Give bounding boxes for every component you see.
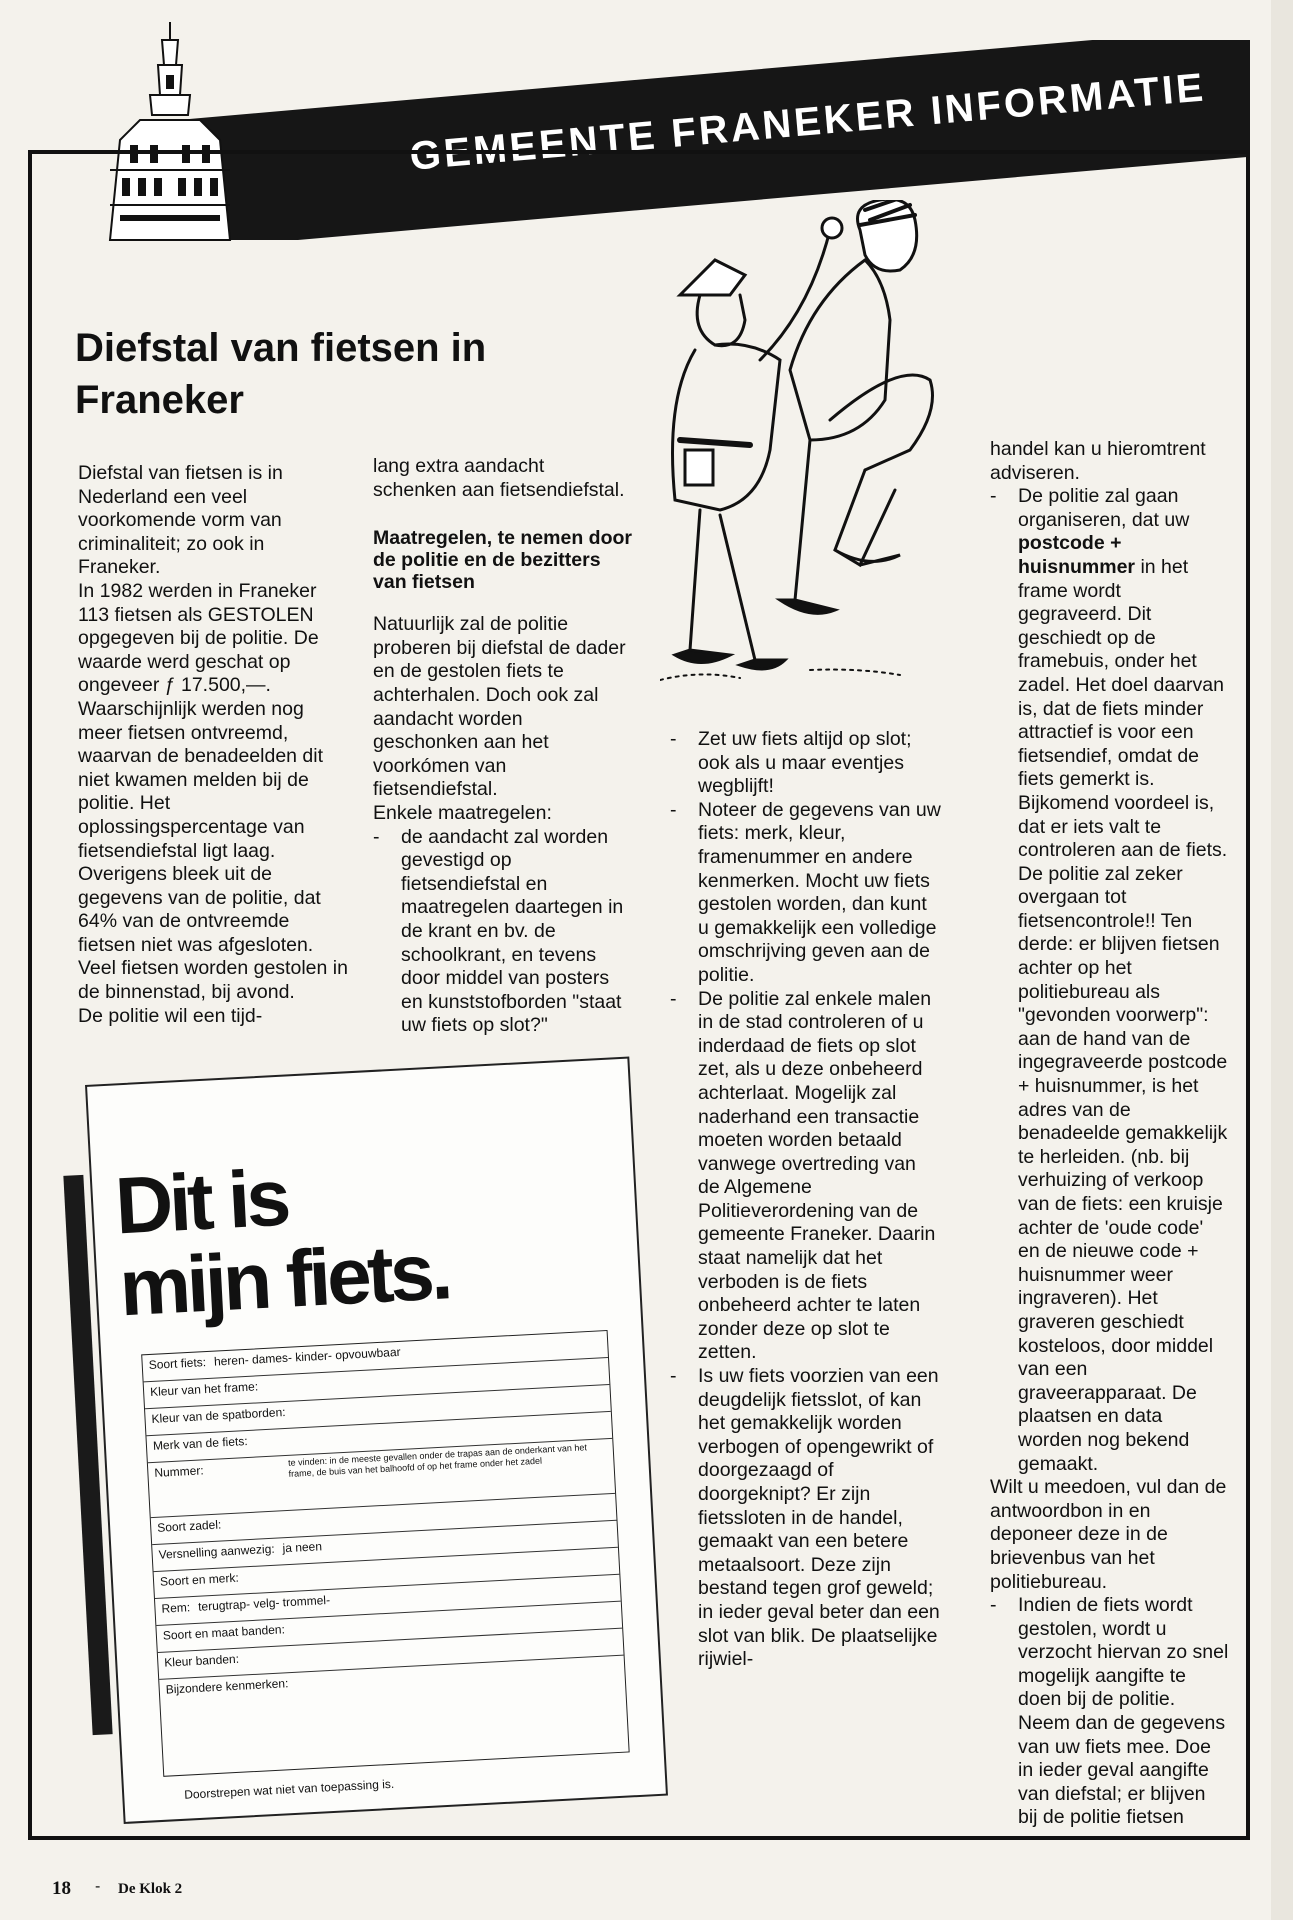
form-label: Nummer: [154, 1463, 205, 1480]
form-options: terugtrap- velg- trommel- [197, 1592, 331, 1614]
form-label: Kleur banden: [163, 1651, 240, 1670]
publication-name: De Klok 2 [118, 1881, 183, 1897]
paragraph: lang extra aandacht schenken aan fietsendiefstal. [373, 455, 625, 501]
page-edge [1271, 0, 1293, 1920]
form-label: Soort en merk: [159, 1570, 240, 1589]
form-label: Kleur van het frame: [149, 1379, 259, 1400]
number-location-note: te vinden: in de meeste gevallen onder de trapas aan de onderkant van het frame, de buis van het balhoofd of op het frame onder het zadel [287, 1442, 588, 1479]
footer-separator: - [95, 1878, 101, 1895]
paragraph: In 1982 werden in Franeker 113 fietsen als GESTOLEN opgegeven bij de politie. De waarde werd geschat op ongeveer ƒ 17.500,—. Waarschijnlijk werden nog meer fietsen ontvreemd, waarvan de benadeelden dit niet kwamen melden bij de politie. Het oplossingspercentage van fietsendiefstal ligt laag. [78, 579, 324, 862]
paragraph: Natuurlijk zal de politie proberen bij diefstal de dader en de gestolen fiets te achterhalen. Doch ook zal aandacht worden geschonken aan het voorkómen van fietsendiefstal. [373, 613, 626, 801]
form-label: Rem: [161, 1600, 191, 1616]
paragraph: Overigens bleek uit de gegevens van de politie, dat 64% van de ontvreemde fietsen niet was afgesloten. Veel fietsen worden gestolen in de binnenstad, bij avond. [78, 863, 348, 1004]
form-headline-line: Dit is [113, 1152, 290, 1251]
article-heading: Diefstal van fietsen in Franeker [75, 326, 487, 422]
list-intro: Enkele maatregelen: [373, 801, 552, 824]
bold-text: postcode + huisnummer [1018, 532, 1136, 578]
form-label: Soort en maat banden: [162, 1622, 286, 1643]
paragraph: De politie wil een tijd- [78, 1004, 263, 1027]
list-item: - Is uw fiets voorzien van een deugdelijk fietsslot, of kan het gemakkelijk worden verbogen of opengewrikt of doorgezaagd of doorgeknipt? Er zijn fietssloten in de handel, gemaakt van een betere metaalsoort. Deze zijn bestand tegen grof geweld; in ieder geval beter dan een slot van blik. De plaatselijke rijwiel- [670, 1365, 942, 1672]
paragraph: handel kan u hieromtrent adviseren. [990, 438, 1206, 484]
column-3 [670, 728, 942, 1672]
banner-title: GEMEENTE FRANEKER INFORMATIE [408, 65, 1208, 179]
paragraph: Wilt u meedoen, vul dan de antwoordbon in en deponeer deze in de brievenbus van het politiebureau. [990, 1476, 1227, 1593]
form-label: Soort zadel: [156, 1517, 222, 1535]
form-footnote: Doorstrepen wat niet van toepassing is. [183, 1776, 395, 1802]
list-item [990, 485, 1230, 1476]
list-item: - Noteer de gegevens van uw fiets: merk, kleur, framenummer en andere kenmerken. Mocht uw fiets gestolen worden, dan kunt u gemakkelijk een volledige omschrijving geven aan de politie. [670, 799, 942, 988]
column-2 [373, 455, 633, 1038]
page-number: 18 [52, 1878, 71, 1899]
list-item: - de aandacht zal worden gevestigd op fietsendiefstal en maatregelen daartegen in de krant en bv. de schoolkrant, en tevens door middel van posters en kunststofborden "staat uw fiets op slot?" [373, 826, 633, 1038]
list-item: - De politie zal enkele malen in de stad controleren of u inderdaad de fiets op slot zet, als u deze onbeheerd achterlaat. Mogelijk zal naderhand een transactie moeten worden betaald vanwege overtreding van de Algemene Politieverordening van de gemeente Franeker. Daarin staat namelijk dat het verboden is de fiets onbeheerd achter te laten zonder deze op slot te zetten. [670, 988, 942, 1366]
form-table [141, 1330, 629, 1777]
form-options: ja neen [282, 1539, 323, 1556]
form-label: Kleur van de spatborden: [151, 1404, 286, 1426]
column-1 [78, 462, 348, 1028]
form-label: Bijzondere kenmerken: [165, 1676, 289, 1697]
column-4 [990, 438, 1230, 1830]
form-options: heren- dames- kinder- opvouwbaar [213, 1344, 401, 1369]
form-headline-line: mijn fiets. [117, 1226, 451, 1333]
list-item: - Zet uw fiets altijd op slot; ook als u maar eventjes wegblijft! [670, 728, 942, 799]
form-label: Versnelling aanwezig: [158, 1541, 275, 1562]
form-label: Merk van de fiets: [152, 1433, 248, 1453]
bike-registration-form [85, 1056, 668, 1824]
police-cartoon-illustration [660, 200, 960, 710]
form-label: Soort fiets: [148, 1355, 207, 1373]
text-span: in het frame wordt gegraveerd. Dit geschiedt op de framebuis, onder het zadel. Het doel daarvan is, dat de fiets minder attractief is voor een fietsendief, omdat de fiets gemerkt is. Bijkomend voordeel is, dat er iets valt te controleren aan de fiets. De politie zal zeker overgaan tot fietsencontrole!! Ten derde: er blijven fietsen achter op het politiebureau als "gevonden voorwerp": aan de hand van de ingegraveerde postcode + huisnummer, is het adres van de benadeelde gemakkelijk te herleiden. (nb. bij verhuizing of verkoop van de fiets: een kruisje achter de 'oude code' en de nieuwe code + huisnummer weer ingraveren). Het graveren geschiedt kosteloos, door middel van een graveerapparaat. De plaatsen en data worden nog bekend gemaakt. [1018, 555, 1228, 1475]
paragraph: Diefstal van fietsen is in Nederland een veel voorkomende vorm van criminaliteit; zo ook in Franeker. [78, 462, 283, 579]
subheading: Maatregelen, te nemen door de politie en de bezitters van fietsen [373, 527, 632, 594]
list-item: - Indien de fiets wordt gestolen, wordt u verzocht hiervan zo snel mogelijk aangifte te doen bij de politie. Neem dan de gegevens van uw fiets mee. Doe in ieder geval aangifte van diefstal; er blijven bij de politie fietsen [990, 1594, 1230, 1830]
form-headline [113, 1148, 451, 1333]
text-span: De politie zal gaan organiseren, dat uw [1018, 485, 1190, 531]
